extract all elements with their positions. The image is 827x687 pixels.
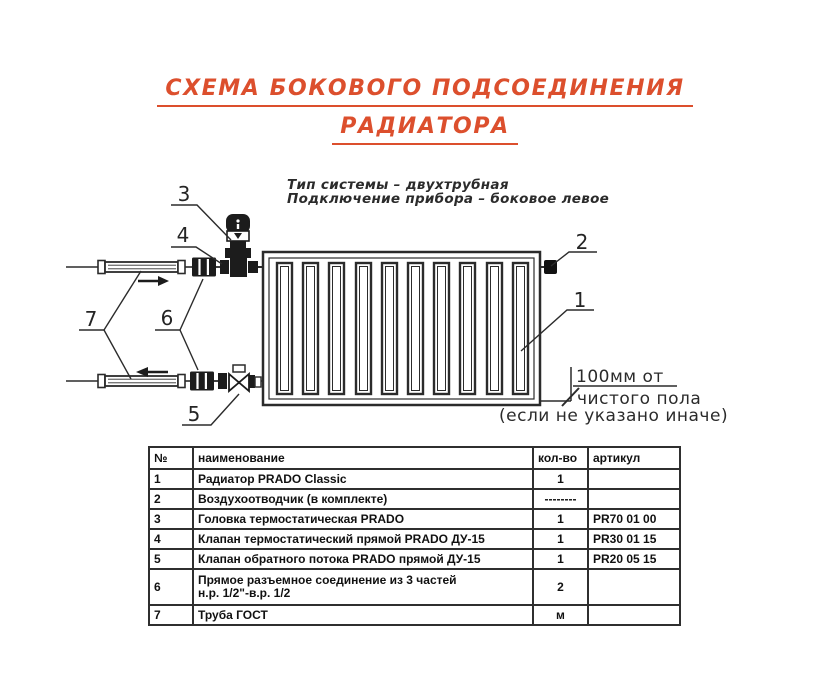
thermostatic-head <box>225 214 251 258</box>
callout-6-label: 6 <box>160 306 174 330</box>
cell-article <box>588 605 680 625</box>
header-num: № <box>149 447 193 469</box>
callout-3-label: 3 <box>177 182 191 206</box>
callout-2 <box>551 230 597 266</box>
page-title-line2: РАДИАТОРА <box>332 114 517 145</box>
cell-article <box>588 569 680 605</box>
cell-num: 3 <box>149 509 193 529</box>
table-row <box>149 569 680 605</box>
table-row <box>149 509 680 529</box>
return-valve <box>214 365 264 391</box>
page-title-line1: СХЕМА БОКОВОГО ПОДСОЕДИНЕНИЯ <box>157 76 692 107</box>
connection-type-note: Подключение прибора – боковое левое <box>287 191 610 207</box>
parts-table <box>148 446 681 626</box>
callout-5 <box>182 394 239 426</box>
cell-num: 7 <box>149 605 193 625</box>
cell-article: PR70 01 00 <box>588 509 680 529</box>
cell-qty: 1 <box>533 509 588 529</box>
cell-article <box>588 489 680 509</box>
table-row <box>149 529 680 549</box>
cell-qty: 1 <box>533 469 588 489</box>
cell-article: PR20 05 15 <box>588 549 680 569</box>
supply-pipe <box>66 261 192 274</box>
cell-name: Радиатор PRADO Classic <box>193 469 533 489</box>
callout-5-label: 5 <box>187 402 201 426</box>
cell-qty: 2 <box>533 569 588 605</box>
callout-6 <box>155 279 203 370</box>
cell-article: PR30 01 15 <box>588 529 680 549</box>
union-fitting-top <box>192 258 216 277</box>
table-row <box>149 489 680 509</box>
cell-name: Воздухоотводчик (в комплекте) <box>193 489 533 509</box>
cell-name-line1: Прямое разъемное соединение из 3 частей <box>198 573 457 587</box>
cell-name: Головка термостатическая PRADO <box>193 509 533 529</box>
system-type-note: Тип системы – двухтрубная <box>287 177 509 193</box>
cell-article <box>588 469 680 489</box>
cell-name: Труба ГОСТ <box>193 605 533 625</box>
cell-qty: 1 <box>533 529 588 549</box>
cell-name: Клапан обратного потока PRADO прямой ДУ-15 <box>193 549 533 569</box>
radiator-body <box>263 252 540 405</box>
table-row <box>149 605 680 625</box>
table-row <box>149 549 680 569</box>
dimension-text-line1: 100мм от <box>576 367 664 387</box>
cell-qty: -------- <box>533 489 588 509</box>
thermostatic-valve <box>216 257 263 277</box>
cell-num: 6 <box>149 569 193 605</box>
air-vent <box>540 260 557 274</box>
cell-qty: 1 <box>533 549 588 569</box>
callout-7-label: 7 <box>84 307 98 331</box>
cell-num: 2 <box>149 489 193 509</box>
union-fitting-bottom <box>190 372 214 391</box>
header-article: артикул <box>588 447 680 469</box>
cell-num: 5 <box>149 549 193 569</box>
dimension-text-line3: (если не указано иначе) <box>499 406 729 426</box>
table-row <box>149 469 680 489</box>
callout-2-label: 2 <box>575 230 589 254</box>
table-header-row <box>149 447 680 469</box>
callout-4-label: 4 <box>176 223 190 247</box>
header-name: наименование <box>193 447 533 469</box>
cell-num: 4 <box>149 529 193 549</box>
cell-name-line2: н.р. 1/2"-в.р. 1/2 <box>198 586 291 600</box>
callout-1-label: 1 <box>573 288 587 312</box>
callout-7 <box>79 271 141 379</box>
cell-name <box>193 569 533 605</box>
header-qty: кол-во <box>533 447 588 469</box>
cell-name: Клапан термостатический прямой PRADO ДУ-15 <box>193 529 533 549</box>
dimension-text-line2: чистого пола <box>577 389 702 409</box>
flow-arrow-in <box>138 276 169 286</box>
cell-num: 1 <box>149 469 193 489</box>
cell-qty: м <box>533 605 588 625</box>
